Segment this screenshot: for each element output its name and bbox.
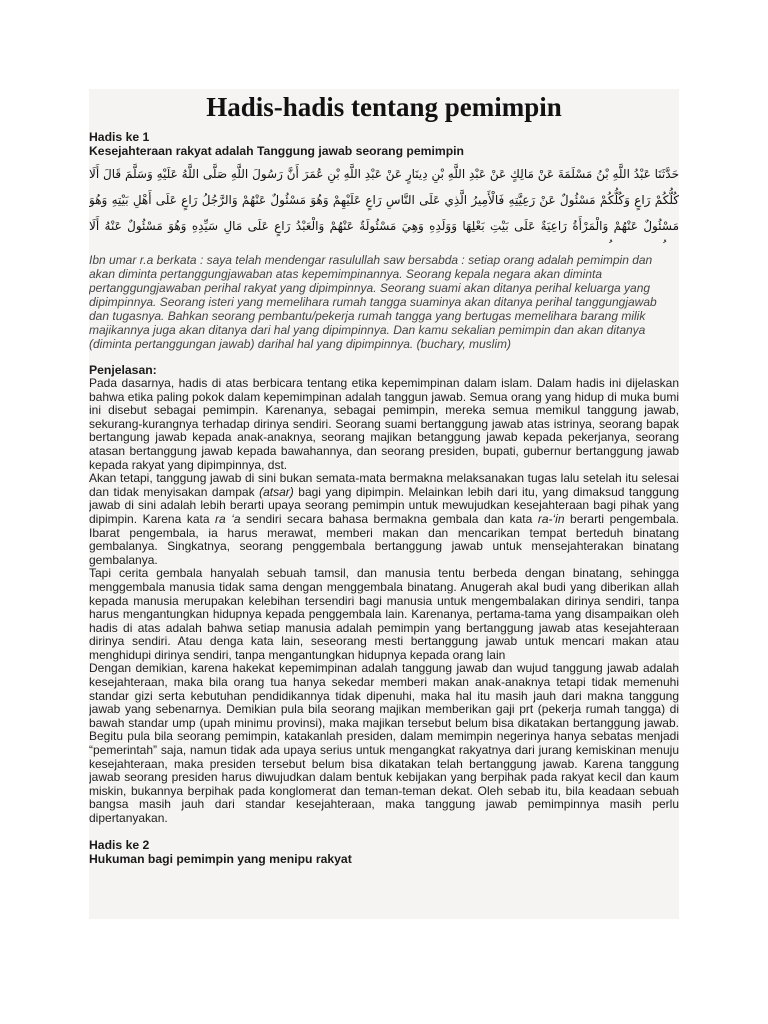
document-page: [89, 89, 679, 919]
hadis-2-label: Hadis ke 2: [89, 837, 150, 852]
hadis-1-arabic-text: حَدَّثَنَا عَبْدُ اللَّهِ بْنُ مَسْلَمَةَ عَنْ مَالِكٍ عَنْ عَبْدِ اللَّهِ بْنِ دِينَارٍ عَنْ عَبْدِ اللَّهِ بْنِ عُمَرَ أَنَّ رَسُولَ اللَّهِ صَلَّى اللَّهُ عَلَيْهِ وَسَلَّمَ قَالَ أَلَا كُلُّكُمْ رَاعٍ وَكُلُّكُمْ مَسْئُولٌ عَنْ رَعِيَّتِهِ فَالْأَمِيرُ الَّذِي عَلَى النَّاسِ رَاعٍ عَلَيْهِمْ وَهُوَ مَسْئُولٌ عَنْهُمْ وَالرَّجُلُ رَاعٍ عَلَى أَهْلِ بَيْتِهِ وَهُوَ مَسْئُولٌ عَنْهُمْ وَالْمَرْأَةُ رَاعِيَةٌ عَلَى بَيْتِ بَعْلِهَا وَوَلَدِهِ وَهِيَ مَسْئُولَةٌ عَنْهُمْ وَالْعَبْدُ رَاعٍ عَلَى مَالِ سَيِّدِهِ وَهُوَ مَسْئُولٌ عَنْهُ أَلَا: [89, 167, 679, 233]
explanation-paragraph-2: [89, 472, 679, 567]
paragraph-2-text-a: Akan tetapi, tanggung jawab di sini bukan semata-mata bermakna melaksanakan tugas lalu setelah itu selesai dan tidak menyisakan dampak: [89, 471, 679, 499]
hadis-1-translation: Ibn umar r.a berkata : saya telah mendengar rasulullah saw bersabda : setiap orang adalah pemimpin dan akan diminta pertanggungjawaban atas kepemimpinannya. Seorang kepala negara akan diminta pertanggungjawaban perihal rakyat yang dipimpinnya. Seorang suami akan ditanya perihal keluarga yang dipimpinnya. Seorang isteri yang memelihara rumah tangga suaminya akan ditanya perihal tanggungjawab dan tugasnya. Bahkan seorang pembantu/pekerja rumah tangga yang bertugas memelihara barang milik majikannya juga akan ditanya dari hal yang dipimpinnya. Dan kamu sekalian pemimpin dan akan ditanya (diminta pertanggungan jawab) darihal hal yang dipimpinnya. (buchary, muslim): [89, 253, 657, 351]
paragraph-2-text-d: berarti pengembala. Ibarat pengembala, ia harus merawat, memberi makan dan mencarikan tempat berteduh binatang gembalanya. Singkatnya, seorang penggembala bertanggung jawab untuk mensejahterakan binatang gembalanya.: [89, 511, 679, 567]
explanation-section: [89, 363, 679, 826]
explanation-paragraph-1: Pada dasarnya, hadis di atas berbicara tentang etika kepemimpinan dalam islam. Dalam hadis ini dijelaskan bahwa etika paling pokok dalam kepemimpinan adalah tanggun jawab. Semua orang yang hidup di muka bumi ini disebut sebagai pemimpin. Karenanya, sebagai pemimpin, mereka semua memikul tanggung jawab, sekurang-kurangnya terhadap dirinya sendiri. Seorang suami bertanggung jawab atas istrinya, seorang bapak bertangung jawab kepada anak-anaknya, seorang majikan betanggung jawab kepada pekerjanya, seorang atasan bertanggung jawab kepada bawahannya, dan seorang presiden, bupati, gubernur bertanggung jawab kepada rakyat yang dipimpinnya, dst.: [89, 376, 679, 472]
term-atsar: (atsar): [259, 484, 294, 499]
hadis-1-heading: Kesejahteraan rakyat adalah Tanggung jawab seorang pemimpin: [89, 144, 464, 158]
explanation-paragraph-3: Tapi cerita gembala hanyalah sebuah tamsil, dan manusia tentu berbeda dengan binatang, sehingga menggembala manusia tidak sama dengan menggembala binatang. Anugerah akal budi yang diberikan allah kepada manusia merupakan kelebihan tersendiri bagi manusia untuk mengembalakan dirinya sendiri, tanpa harus mengantungkan hidupnya kepada penggembala lain. Karenanya, pertama-tama yang disampaikan oleh hadis di atas adalah bahwa setiap manusia adalah pemimpin yang bertanggung jawab atas kesejahteraan dirinya sendiri. Atau denga kata lain, seseorang mesti bertanggung jawab untuk mencari makan atau menghidupi dirinya sendiri, tanpa mengantungkan hidupnya kepada orang lain: [89, 566, 679, 662]
hadis-2-section: [89, 838, 679, 866]
paragraph-2-text-b: bagi yang dipimpin. Melainkan lebih dari itu, yang dimaksud tanggung jawab di sini adalah lebih berarti upaya seorang pemimpin untuk mewujudkan kesejahteraan bagi pihak yang dipimpin. Karena kata: [89, 484, 679, 526]
explanation-label: Penjelasan:: [89, 363, 157, 377]
page-title: Hadis-hadis tentang pemimpin: [206, 92, 562, 122]
hadis-2-heading: Hukuman bagi pemimpin yang menipu rakyat: [89, 851, 352, 866]
explanation-paragraph-4: Dengan demikian, karena hakekat kepemimpinan adalah tanggung jawab dan wujud tanggung jawab adalah kesejahteraan, maka bila orang tua hanya sekedar memberi makan anak-anaknya tetapi tidak memenuhi standar gizi serta kebutuhan pendidikannya tidak dipenuhi, maka hal itu masih jauh dari makna tanggung jawab yang sebenarnya. Demikian pula bila seorang majikan memberikan gaji prt (pekerja rumah tangga) di bawah standar ump (upah minimu provinsi), maka majikan tersebut belum bisa dikatakan bertanggung jawab. Begitu pula bila seorang pemimpin, katakanlah presiden, dalam memimpin negerinya hanya sebatas menjadi “pemerintah” saja, namun tidak ada upaya serius untuk mengangkat rakyatnya dari jurang kemiskinan menuju kesejahteraan, maka presiden tersebut belum bisa dikatakan telah bertanggung jawab. Karena tanggung jawab seorang presiden harus diwujudkan dalam bentuk kebijakan yang berpihak pada rakyat kecil dan kaum miskin, bukannya berpihak pada konglomerat dan teman-teman dekat. Oleh sebab itu, bila keadaan sebuah bangsa masih jauh dari standar kesejahteraan, maka tanggung jawab pemimpinnya masih perlu dipertanyakan.: [89, 661, 679, 825]
paragraph-2-text-c: sendiri secara bahasa bermakna gembala dan kata: [240, 511, 538, 526]
hadis-1-section: [89, 130, 679, 351]
hadis-1-label: Hadis ke 1: [89, 130, 150, 144]
term-rain: ra-‘in: [537, 511, 565, 526]
term-raa: ra ‘a: [215, 511, 241, 526]
